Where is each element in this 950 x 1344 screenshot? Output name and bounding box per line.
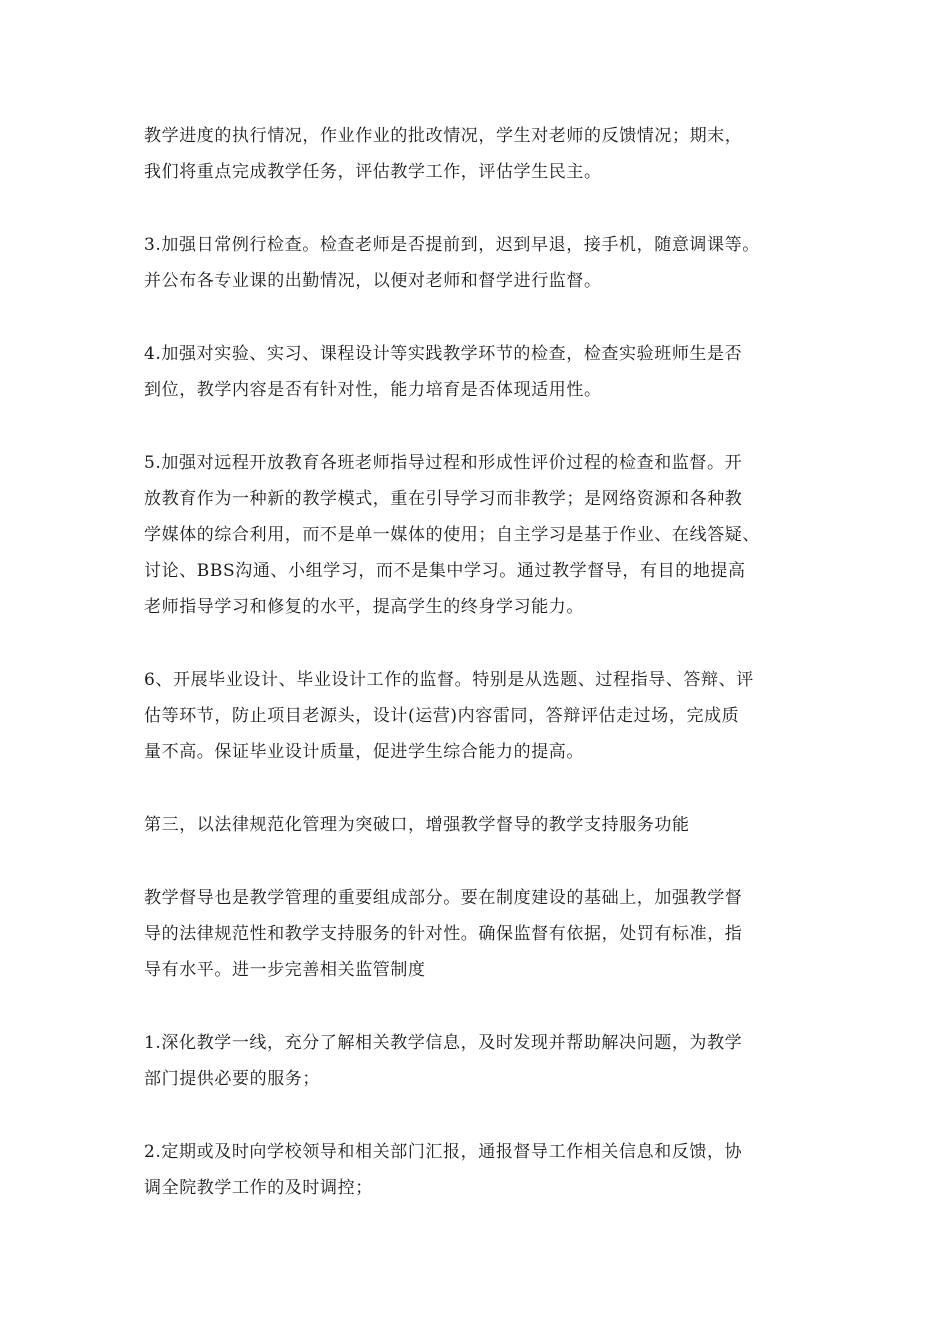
- text-line: 教学进度的执行情况，作业作业的批改情况，学生对老师的反馈情况；期末，: [144, 126, 743, 146]
- document-body: [144, 118, 812, 1243]
- text-line: 6、开展毕业设计、毕业设计工作的监督。特别是从选题、过程指导、答辩、评: [144, 670, 754, 690]
- paragraph-item-3: [144, 227, 812, 299]
- text-line: 学媒体的综合利用，而不是单一媒体的使用；自主学习是基于作业、在线答疑、: [144, 525, 760, 545]
- text-line: 2.定期或及时向学校领导和相关部门汇报，通报督导工作相关信息和反馈，协: [144, 1142, 743, 1162]
- text-line: 到位，教学内容是否有针对性，能力培育是否体现适用性。: [144, 380, 602, 400]
- paragraph-item-6: [144, 662, 812, 770]
- text-line: 导有水平。进一步完善相关监管制度: [144, 960, 426, 980]
- text-line: 4.加强对实验、实习、课程设计等实践教学环节的检查，检查实验班师生是否: [144, 344, 743, 364]
- text-line: 调全院教学工作的及时调控；: [144, 1178, 373, 1198]
- text-line: 第三，以法律规范化管理为突破口，增强教学督导的教学支持服务功能: [144, 815, 690, 835]
- text-line: 5.加强对远程开放教育各班老师指导过程和形成性评价过程的检查和监督。开: [144, 453, 743, 473]
- paragraph-item-4: [144, 336, 812, 408]
- text-line: 部门提供必要的服务；: [144, 1069, 320, 1089]
- paragraph-item-5: [144, 445, 812, 625]
- section-heading-third: [144, 807, 812, 843]
- text-line: 讨论、BBS沟通、小组学习，而不是集中学习。通过教学督导，有目的地提高: [144, 561, 746, 581]
- paragraph-teaching-progress: [144, 118, 812, 190]
- text-line: 我们将重点完成教学任务，评估教学工作，评估学生民主。: [144, 162, 602, 182]
- text-line: 放教育作为一种新的教学模式，重在引导学习而非教学；是网络资源和各种教: [144, 489, 743, 509]
- text-line: 老师指导学习和修复的水平，提高学生的终身学习能力。: [144, 597, 584, 617]
- text-line: 3.加强日常例行检查。检查老师是否提前到，迟到早退，接手机，随意调课等。: [144, 235, 760, 255]
- text-line: 导的法律规范性和教学支持服务的针对性。确保监督有依据，处罚有标准，指: [144, 924, 743, 944]
- text-line: 教学督导也是教学管理的重要组成部分。要在制度建设的基础上，加强教学督: [144, 888, 743, 908]
- paragraph-supervision-intro: [144, 880, 812, 988]
- text-line: 量不高。保证毕业设计质量，促进学生综合能力的提高。: [144, 742, 584, 762]
- text-line: 估等环节，防止项目老源头，设计(运营)内容雷同，答辩评估走过场，完成质: [144, 706, 740, 726]
- paragraph-item-1: [144, 1025, 812, 1097]
- paragraph-item-2: [144, 1134, 812, 1206]
- text-line: 并公布各专业课的出勤情况，以便对老师和督学进行监督。: [144, 271, 602, 291]
- text-line: 1.深化教学一线，充分了解相关教学信息，及时发现并帮助解决问题，为教学: [144, 1033, 743, 1053]
